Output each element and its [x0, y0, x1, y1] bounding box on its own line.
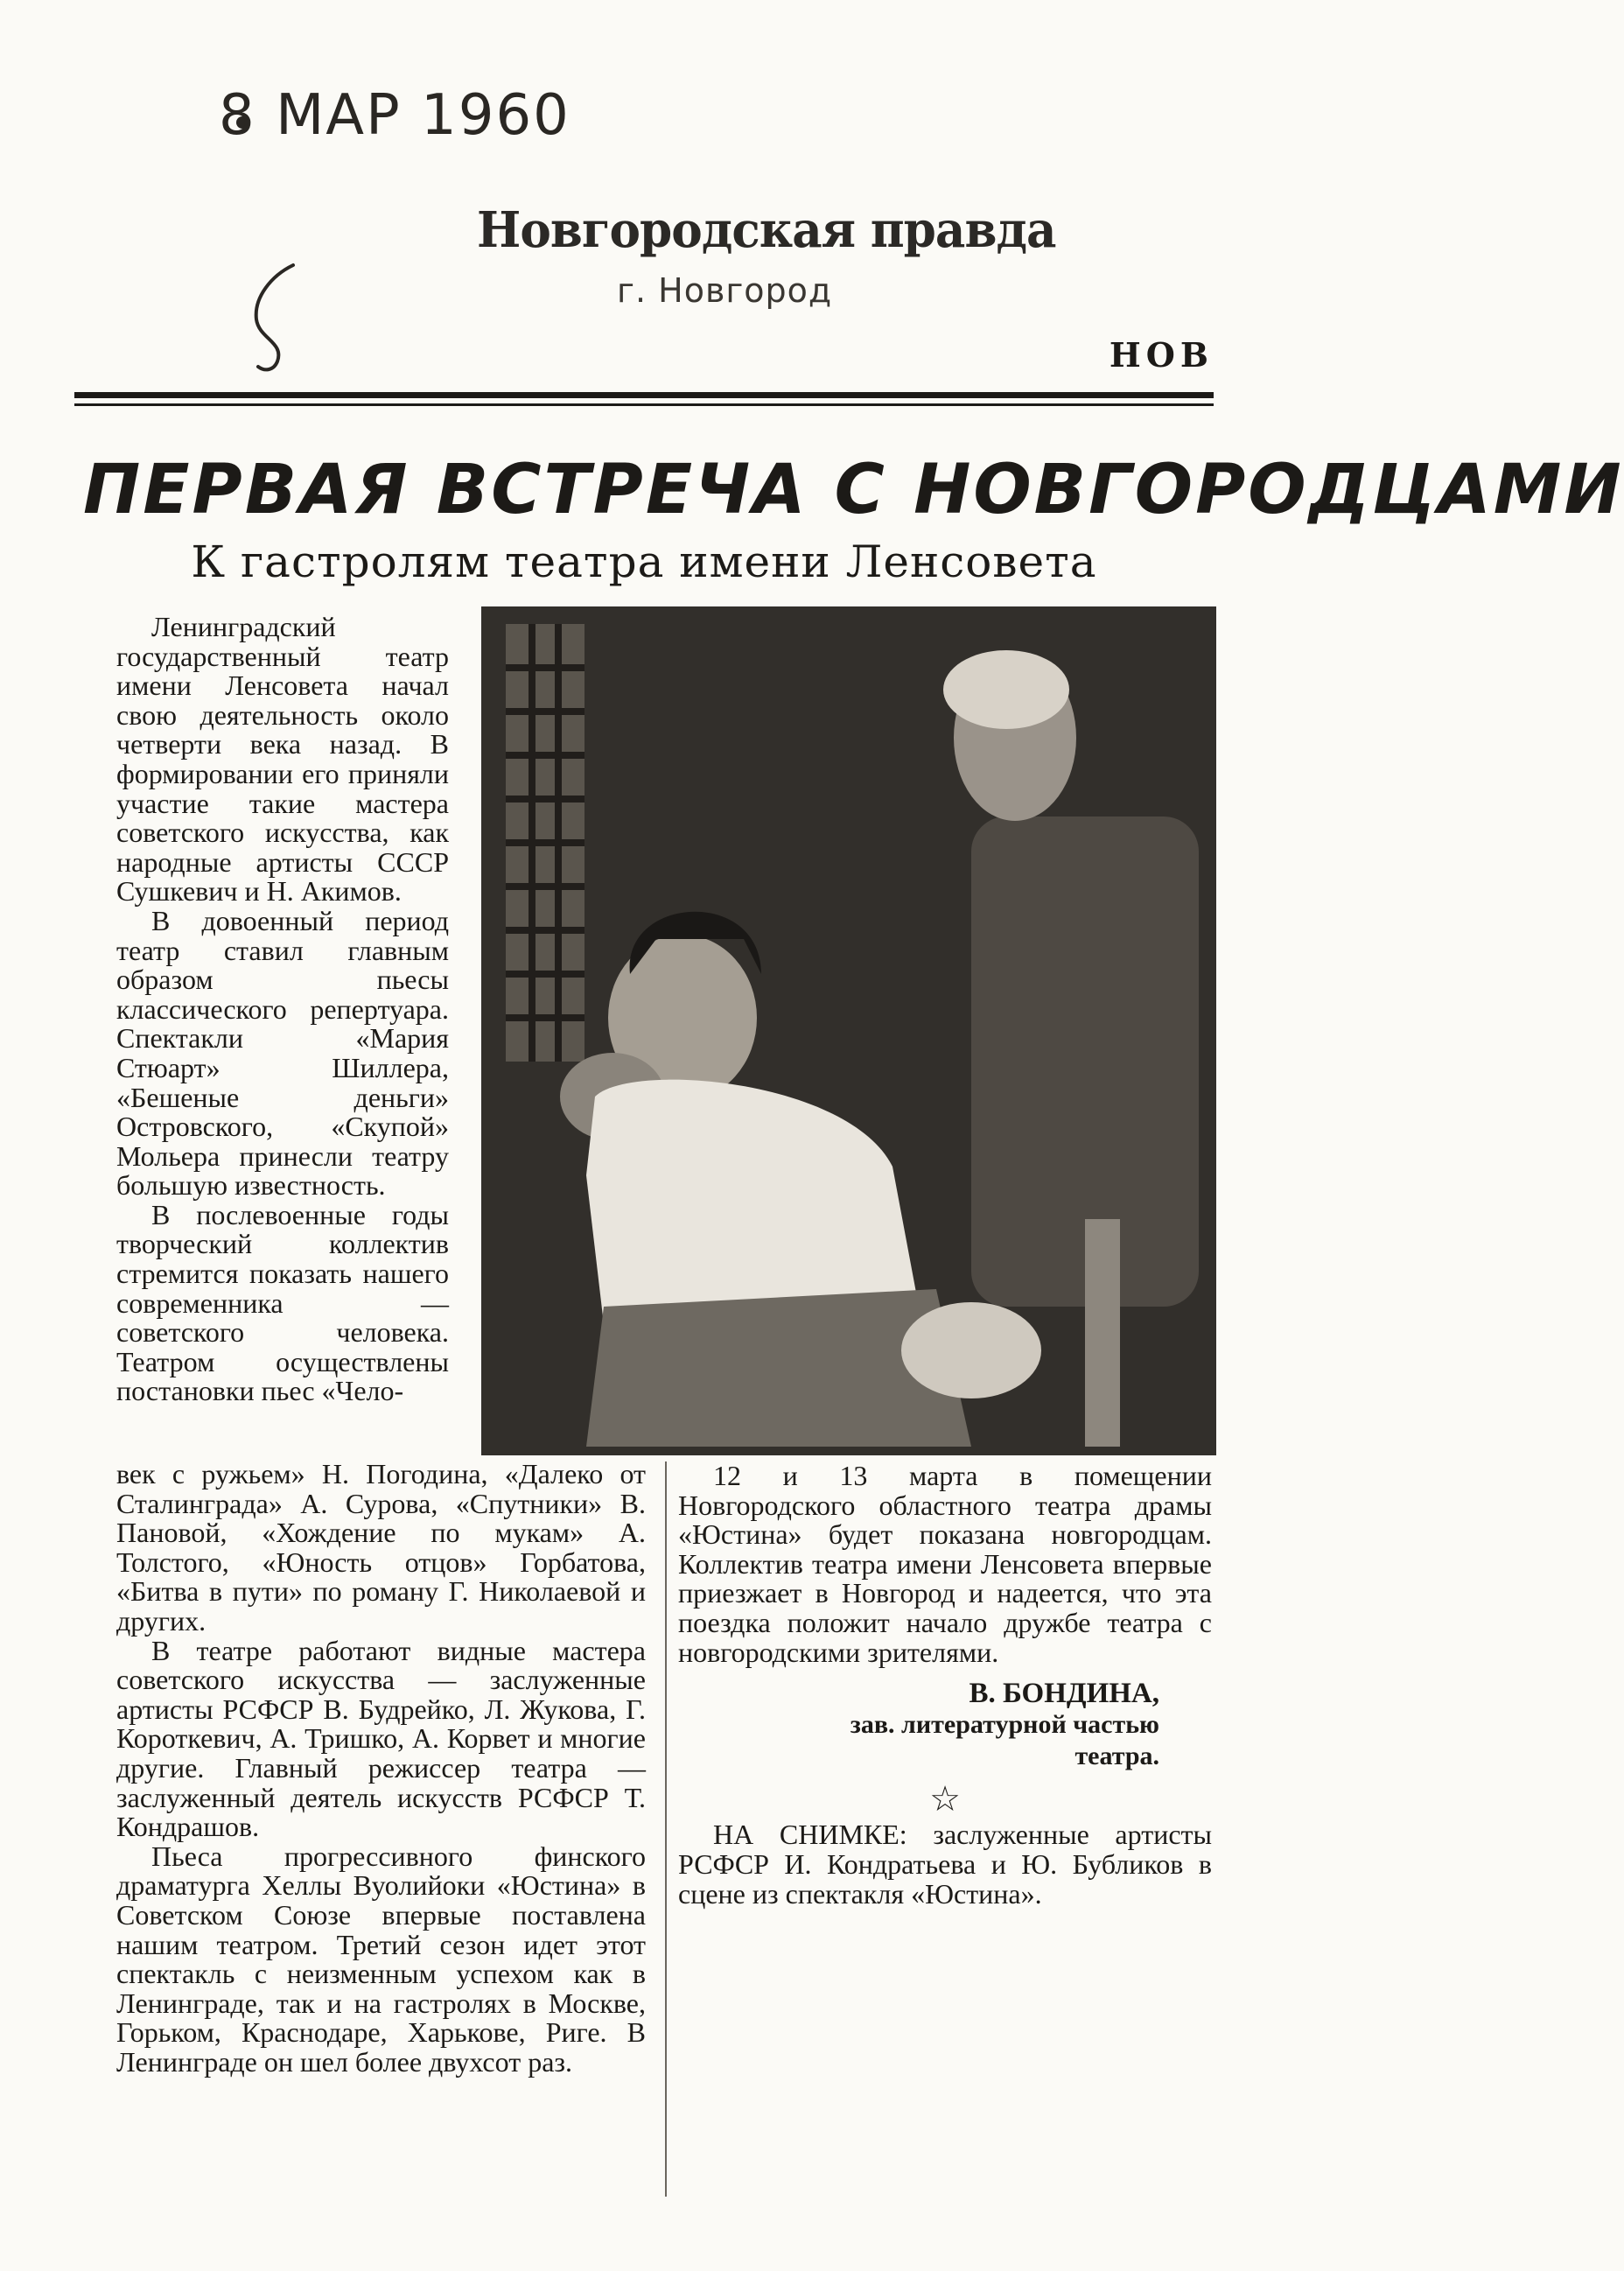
author-role: зав. литературной частью [850, 1709, 1159, 1739]
paragraph: В театре работают видные мастера советского искусства — заслуженные артисты РСФСР В. Будрейко, Л. Жукова, Г. Короткевич, А. Тришко, А. Корвет и многие другие. Главный режиссер театра — заслуженный деятель искусств РСФСР Т. Кондрашов. [116, 1634, 646, 1843]
paragraph: Ленинградский государственный театр имени Ленсовета начал свою деятельность около четверти века назад. В формировании его приняли участие такие мастера советского искусства, как народные артисты СССР Сушкевич и Н. Акимов. [116, 611, 449, 908]
article-column-3 [678, 1461, 1212, 1909]
header-rule-thin [74, 403, 1214, 406]
paragraph: В послевоенные годы творческий коллектив стремится показать нашего современника — советского человека. Театром осуществлены постановки пьес «Чело- [116, 1198, 449, 1407]
article-subheadline: К гастролям театра имени Ленсовета [191, 536, 1097, 587]
paragraph-continued: век с ружьем» Н. Погодина, «Далеко от Сталинграда» А. Сурова, «Спутники» В. Пановой, «Хождение по мукам» А. Толстого, «Юность отцов» Горбатова, «Битва в пути» по роману Г. Николаевой и других. [116, 1458, 646, 1637]
section-code: НОВ [1109, 335, 1214, 375]
header-rule [74, 392, 1214, 398]
author-role-2: театра. [1074, 1741, 1159, 1770]
photo-caption: НА СНИМКЕ: заслуженные артисты РСФСР И. Кондратьева и Ю. Бубликов в сцене из спектакля «Юстина». [678, 1819, 1212, 1910]
newspaper-name: Новгородская правда [477, 201, 1056, 259]
paragraph: Пьеса прогрессивного финского драматурга Хеллы Вуолийоки «Юстина» в Советском Союзе впервые поставлена нашим театром. Третий сезон идет этот спектакль с неизменным успехом как в Ленинграде, так и на гастролях в Москве, Горьком, Краснодаре, Харькове, Риге. В Ленинграде он шел более двухсот раз. [116, 1840, 646, 2078]
author-name: В. БОНДИНА, [969, 1678, 1159, 1710]
article-headline: ПЕРВАЯ ВСТРЕЧА С НОВГОРОДЦАМИ [83, 451, 1624, 529]
theatre-scene-photo [481, 606, 1216, 1455]
newspaper-city: г. Новгород [617, 271, 833, 310]
star-icon: ☆ [929, 1778, 961, 1819]
paragraph: В довоенный период театр ставил главным образом пьесы классического репертуара. Спектакли «Мария Стюарт» Шиллера, «Бешеные деньги» Островского, «Скупой» Мольера принесли театру большую известность. [116, 904, 449, 1202]
handwritten-mark [223, 258, 302, 381]
article-column-2 [116, 1460, 646, 2077]
date-stamp: 8 МАР 1960 [219, 83, 570, 148]
article-column-1 [116, 613, 449, 1406]
paragraph: 12 и 13 марта в помещении Новгородского областного театра драмы «Юстина» будет показана новгородцам. Коллектив театра имени Ленсовета впервые приезжает в Новгород и надеется, что эта поездка положит начало дружбе театра с новгородскими зрителями. [678, 1460, 1212, 1668]
column-divider [665, 1461, 667, 2197]
